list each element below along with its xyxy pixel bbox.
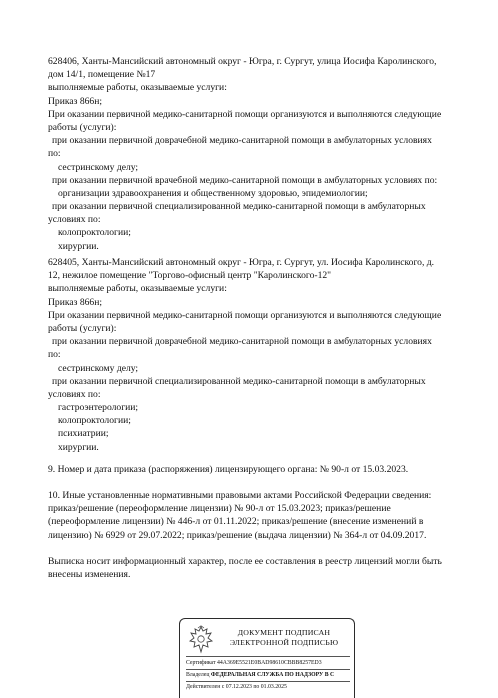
text-line: при оказании первичной врачебной медико-санитарной помощи в амбулаторных условиях по: [52, 174, 438, 186]
stamp-divider [186, 681, 350, 682]
text-line: при оказании первичной доврачебной медико-санитарной помощи в амбулаторных условиях [52, 135, 432, 147]
address-section-1 [48, 55, 488, 253]
text-line: хирургии. [58, 240, 99, 252]
stamp-validity: Действителен с 07.12.2023 по 01.03.2025 [186, 684, 287, 690]
text-line: 12, нежилое помещение "Торгово-офисный центр "Каролинского-12" [48, 270, 332, 282]
text-line: выполняемые работы, оказываемые услуги: [48, 283, 227, 295]
text-line: Приказ 866н; [48, 296, 103, 308]
item-10 [48, 489, 488, 542]
text-line: по: [48, 349, 61, 361]
text-line: 628406, Ханты-Мансийский автономный округ - Югра, г. Сургут, улица Иосифа Каролинского, [48, 56, 437, 67]
text-line: Приказ 866н; [48, 95, 103, 107]
text-line: (переоформление лицензии) № 446-л от 01.11.2022; приказ/решение (внесение изменений в [48, 516, 424, 528]
stamp-divider [186, 669, 350, 670]
text-line: работы (услуги): [48, 322, 117, 334]
text-line: при оказании первичной специализированной медико-санитарной помощи в амбулаторных [52, 201, 426, 213]
text-line: психиатрии; [58, 428, 109, 440]
stamp-divider [186, 656, 350, 657]
text-line: сестринскому делу; [58, 362, 139, 374]
text-line: по: [48, 148, 61, 160]
stamp-owner [186, 672, 334, 679]
address-section-2 [48, 256, 488, 454]
text-line: работы (услуги): [48, 121, 117, 133]
text-line: лицензию) № 6929 от 29.07.2022; приказ/решение (выдача лицензии) № 364-л от 04.09.2017. [48, 529, 427, 541]
text-line: При оказании первичной медико-санитарной помощи организуются и выполняются следующие [48, 309, 442, 321]
text-line: сестринскому делу; [58, 161, 139, 173]
text-line: внесены изменения. [48, 569, 131, 581]
text-line: колопроктологии; [58, 415, 131, 427]
coat-of-arms-icon [188, 625, 214, 655]
stamp-certificate: Сертификат 44A369E5521E0BAD98610CBBB8257ED3 [186, 660, 322, 666]
footer-note [48, 555, 488, 581]
text-line: условиях по: [48, 214, 101, 226]
text-line: 628405, Ханты-Мансийский автономный округ - Югра, г. Сургут, ул. Иосифа Каролинского, д. [48, 257, 435, 268]
text-line: При оказании первичной медико-санитарной помощи организуются и выполняются следующие [48, 108, 442, 120]
text-line: хирургии. [58, 441, 99, 453]
stamp-title [218, 628, 350, 648]
text-line: Выписка носит информационный характер, после ее составления в реестр лицензий могли быть [48, 556, 442, 567]
text-line: выполняемые работы, оказываемые услуги: [48, 82, 227, 94]
text-line: при оказании первичной специализированной медико-санитарной помощи в амбулаторных [52, 375, 426, 387]
text-line: условиях по: [48, 388, 101, 400]
text-line: 10. Иные установленные нормативными правовыми актами Российской Федерации сведения: [48, 490, 432, 501]
item-9-text: 9. Номер и дата приказа (распоряжения) лицензирующего органа: № 90-л от 15.03.2023. [48, 464, 409, 475]
stamp-title-line-1: ДОКУМЕНТ ПОДПИСАН [237, 628, 331, 637]
stamp-title-line-2: ЭЛЕКТРОННОЙ ПОДПИСЬЮ [229, 638, 339, 647]
item-9 [48, 463, 488, 476]
text-line: организации здравоохранения и общественному здоровью, эпидемиологии; [58, 187, 368, 199]
text-line: гастроэнтерологии; [58, 402, 139, 414]
text-line: при оказании первичной доврачебной медико-санитарной помощи в амбулаторных условиях [52, 336, 432, 348]
stamp-owner-prefix: Владелец [186, 672, 211, 678]
text-line: колопроктологии; [58, 227, 131, 239]
stamp-owner-name: ФЕДЕРАЛЬНАЯ СЛУЖБА ПО НАДЗОРУ В С [210, 672, 335, 678]
text-line: дом 14/1, помещение №17 [48, 69, 156, 81]
electronic-signature-stamp [179, 618, 355, 698]
text-line: приказ/решение (переоформление лицензии) № 90-л от 15.03.2023; приказ/решение [48, 503, 391, 515]
